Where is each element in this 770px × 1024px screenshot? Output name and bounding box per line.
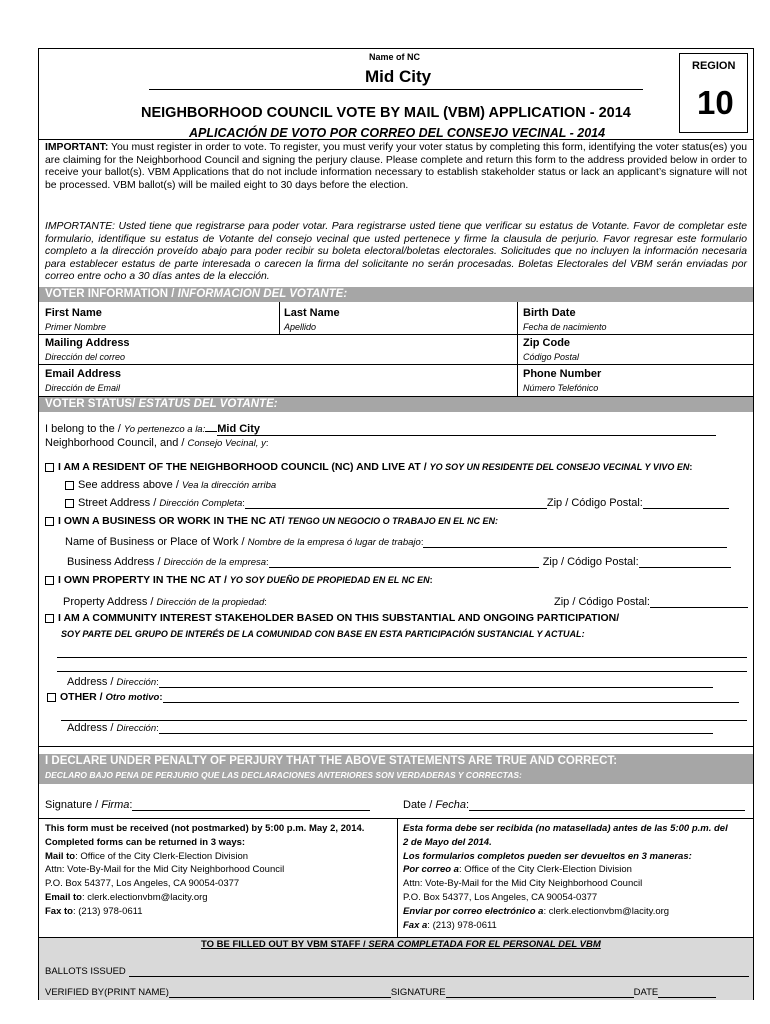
resident-row: I AM A RESIDENT OF THE NEIGHBORHOOD COUNCIL (NC) AND LIVE AT / YO SOY UN RESIDENTE DEL CONSEJO VECINAL Y VIVO EN:	[45, 461, 692, 473]
belong-row	[45, 421, 716, 436]
en-po: P.O. Box 54377, Los Angeles, CA 90054-0377	[45, 878, 240, 890]
street-zip-label: Zip / Código Postal:	[546, 497, 643, 509]
en-fax-label: Fax to	[45, 905, 73, 917]
date-row: Date / Fecha:	[403, 799, 745, 811]
important-text-es: IMPORTANTE: Usted tiene que registrarse para poder votar. Para registrarse usted tiene que verificar su estatus de Votante. Favor de completar este formulario, identifique su estatus de Votante del consejo vecinal que usted pertenece y firme la clausula de perjurio. Favor regresar este formulario completo a la dirección proveído abajo para poder recibir su boleta electoral/boletas electorales. Solicitudes que no incluyen la información necesaria para establecer estatus de parte interesada o carecen la firma del solicitante no serán procesadas. Boletas Electorales del VBM serán enviadas por correo entre ocho a 30 días antes de la elección.	[45, 221, 747, 282]
birth-date-label-es: Fecha de nacimiento	[523, 322, 607, 332]
voter-status-band-en: VOTER STATUS/	[45, 398, 139, 410]
es-email	[403, 905, 728, 919]
business-zip-line[interactable]	[639, 556, 731, 568]
es-fax-label: Fax a	[403, 919, 428, 931]
en-deadline: This form must be received (not postmarked) by 5:00 p.m. May 2, 2014.	[45, 823, 365, 834]
es-fax	[403, 919, 728, 933]
nc-name-underline	[149, 89, 643, 90]
other-line-2[interactable]	[61, 720, 747, 721]
es-po: P.O. Box 54377, Los Angeles, CA 90054-0377	[403, 891, 598, 903]
community-address-row: Address / Dirección:	[67, 676, 713, 688]
signature-line[interactable]	[132, 799, 370, 811]
en-mail-label: Mail to	[45, 850, 76, 862]
en-fax	[45, 905, 364, 919]
business-zip-label: Zip / Código Postal:	[542, 556, 639, 568]
divider	[39, 364, 753, 365]
resident-checkbox[interactable]	[45, 463, 54, 472]
verified-by-label: VERIFIED BY(PRINT NAME)	[45, 987, 169, 998]
business-address-label: Business Address /	[67, 556, 164, 568]
email-address-label: Email Address	[45, 368, 122, 380]
en-email-value[interactable]: : clerk.electionvbm@lacity.org	[81, 891, 208, 903]
business-address-label-es: Dirección de la empresa	[163, 557, 267, 568]
phone-number-label: Phone Number	[523, 368, 602, 380]
business-address-line[interactable]	[269, 556, 539, 568]
street-label: Street Address /	[78, 497, 160, 509]
community-address-label: Address /	[67, 676, 117, 688]
community-label: I AM A COMMUNITY INTEREST STAKEHOLDER BASED ON THIS SUBSTANTIAL AND ONGOING PARTICIPATION/	[58, 612, 620, 624]
en-mail-value: : Office of the City Clerk-Election Division	[75, 850, 249, 862]
en-attn: Attn: Vote-By-Mail for the Mid City Neighborhood Council	[45, 864, 285, 876]
property-label: I OWN PROPERTY IN THE NC AT /	[58, 574, 230, 586]
see-above-label: See address above /	[78, 479, 182, 491]
property-zip	[554, 596, 748, 608]
en-ways: Completed forms can be returned in 3 ways:	[45, 836, 246, 848]
resident-label: I AM A RESIDENT OF THE NEIGHBORHOOD COUNCIL (NC) AND LIVE AT /	[58, 461, 430, 473]
belong-value: Mid City	[217, 423, 261, 435]
community-address-label-es: Dirección	[116, 677, 157, 688]
region-label: REGION	[692, 60, 736, 72]
form-title-es: APLICACIÓN DE VOTO POR CORREO DEL CONSEJO VECINAL - 2014	[189, 126, 606, 140]
date-label-es: Fecha	[435, 799, 466, 811]
other-address-row: Address / Dirección:	[67, 722, 713, 734]
resident-label-es: YO SOY UN RESIDENTE DEL CONSEJO VECINAL Y VIVO EN	[429, 462, 690, 472]
form-title: NEIGHBORHOOD COUNCIL VOTE BY MAIL (VBM) APPLICATION - 2014	[141, 105, 631, 121]
es-mail	[403, 863, 728, 877]
business-row	[45, 515, 498, 527]
es-deadline-1: Esta forma debe ser recibida (no matasellada) antes de las 5:00 p.m. del	[403, 823, 728, 834]
return-info-en	[45, 822, 364, 919]
voter-info-band-en: VOTER INFORMATION /	[45, 288, 178, 300]
community-line-2[interactable]	[57, 671, 747, 672]
first-name-label: First Name	[45, 307, 102, 319]
nc-and-row: Neighborhood Council, and / Consejo Vecinal, y:	[45, 437, 269, 449]
nc-name: Mid City	[365, 67, 432, 86]
en-email	[45, 891, 364, 905]
property-zip-label: Zip / Código Postal:	[554, 596, 650, 608]
other-address-line[interactable]	[159, 722, 713, 734]
business-name-label-es: Nombre de la empresa ó lugar de trabajo	[247, 537, 421, 548]
es-attn: Attn: Vote-By-Mail for the Mid City Neighborhood Council	[403, 878, 643, 890]
declare-text: I DECLARE UNDER PENALTY OF PERJURY THAT THE ABOVE STATEMENTS ARE TRUE AND CORRECT:	[45, 755, 618, 767]
date-label: Date /	[403, 799, 436, 811]
see-above-row	[65, 479, 276, 491]
staff-title-es: SERA COMPLETADA FOR EL PERSONAL DEL VBM	[368, 939, 601, 950]
voter-status-band-es: ESTATUS DEL VOTANTE:	[138, 398, 278, 410]
property-label-es: YO SOY DUEÑO DE PROPIEDAD EN EL NC EN	[229, 575, 430, 585]
divider	[39, 334, 753, 335]
community-address-line[interactable]	[159, 676, 713, 688]
staff-signature-line[interactable]	[446, 986, 634, 998]
es-fax-value: : (213) 978-0611	[427, 919, 497, 931]
region-number: 10	[697, 84, 734, 121]
community-line-1[interactable]	[57, 657, 747, 658]
belong-label: I belong to the /	[45, 423, 124, 435]
divider	[279, 302, 280, 334]
property-address-label-es: Dirección de la propiedad	[156, 597, 265, 608]
voter-status-band	[39, 397, 753, 412]
en-email-label: Email to	[45, 891, 82, 903]
important-label: IMPORTANT:	[45, 142, 109, 153]
last-name-label: Last Name	[284, 307, 340, 319]
signature-label: Signature /	[45, 799, 102, 811]
business-address-row: Business Address / Dirección de la empresa: Zip / Código Postal:	[67, 556, 731, 568]
community-label-es: SOY PARTE DEL GRUPO DE INTERÉS DE LA COMUNIDAD CON BASE EN ESTA PARTICIPACIÓN SUSTANCIAL Y ACTUAL	[61, 629, 582, 639]
ballots-issued-line[interactable]	[129, 965, 749, 977]
divider	[39, 746, 753, 747]
divider	[39, 139, 753, 140]
business-label: I OWN A BUSINESS OR WORK IN THE NC AT/	[58, 515, 288, 527]
es-email-label: Enviar por correo electrónico a	[403, 905, 544, 917]
other-address-label: Address /	[67, 722, 117, 734]
staff-signature-label: SIGNATURE	[390, 987, 446, 998]
date-line[interactable]	[469, 799, 745, 811]
last-name-label-es: Apellido	[284, 322, 317, 332]
staff-section	[39, 937, 753, 1000]
business-label-es: TENGO UN NEGOCIO O TRABAJO EN EL NC EN:	[287, 516, 498, 526]
nc-and-label-es: Consejo Vecinal, y	[187, 438, 266, 449]
ballots-issued-row	[45, 965, 749, 977]
belong-label-es: Yo pertenezco a la:	[123, 424, 206, 435]
first-name-label-es: Primer Nombre	[45, 322, 107, 332]
property-checkbox[interactable]	[45, 576, 54, 585]
nc-and-label: Neighborhood Council, and /	[45, 437, 188, 449]
es-ways: Los formularios completos pueden ser devueltos en 3 maneras:	[403, 850, 692, 862]
signature-row: Signature / Firma:	[45, 799, 370, 811]
other-address-label-es: Dirección	[116, 723, 157, 734]
business-name-line[interactable]	[423, 536, 727, 548]
business-checkbox[interactable]	[45, 517, 54, 526]
staff-title	[201, 939, 601, 950]
return-info-es	[403, 822, 728, 932]
verified-by-row	[45, 986, 716, 998]
belong-line[interactable]	[260, 424, 716, 436]
staff-date-line[interactable]	[658, 986, 716, 998]
property-address-label: Property Address /	[63, 596, 157, 608]
see-above-checkbox[interactable]	[65, 481, 74, 490]
business-name-label: Name of Business or Place of Work /	[65, 536, 248, 548]
en-mail	[45, 850, 364, 864]
divider	[39, 818, 753, 819]
street-line[interactable]	[245, 497, 547, 509]
street-row: Street Address / Dirección Completa: Zip / Código Postal:	[65, 497, 729, 509]
divider	[397, 818, 398, 937]
street-zip-line[interactable]	[643, 497, 729, 509]
es-mail-value: : Office of the City Clerk-Election Division	[458, 864, 632, 876]
voter-information-band	[39, 287, 753, 302]
voter-info-band-es: INFORMACION DEL VOTANTE:	[177, 288, 348, 300]
other-row: OTHER / Otro motivo:	[47, 691, 739, 703]
email-address-label-es: Dirección de Email	[45, 383, 121, 393]
property-zip-line[interactable]	[650, 596, 748, 608]
important-text	[45, 142, 747, 192]
region-box	[679, 53, 748, 133]
vbm-application-form	[38, 48, 754, 1000]
en-fax-value: : (213) 978-0611	[72, 905, 143, 917]
es-email-value[interactable]: : clerk.electionvbm@lacity.org	[543, 905, 670, 917]
other-line[interactable]	[163, 691, 739, 703]
property-row: I OWN PROPERTY IN THE NC AT / YO SOY DUEÑO DE PROPIEDAD EN EL NC EN:	[45, 574, 433, 586]
mailing-address-label-es: Dirección del correo	[45, 352, 126, 362]
business-name-row: Name of Business or Place of Work / Nombre de la empresa ó lugar de trabajo:	[65, 536, 727, 548]
street-checkbox[interactable]	[65, 499, 74, 508]
staff-title-en: TO BE FILLED OUT BY VBM STAFF /	[201, 939, 369, 950]
community-row-es: SOY PARTE DEL GRUPO DE INTERÉS DE LA COMUNIDAD CON BASE EN ESTA PARTICIPACIÓN SUSTANCIAL Y ACTUAL:	[61, 629, 585, 639]
zip-code-label-es: Código Postal	[523, 352, 580, 362]
other-label: OTHER /	[60, 691, 106, 703]
community-row	[45, 612, 619, 624]
staff-date-label: DATE	[633, 987, 659, 998]
declare-text-es: DECLARO BAJO PENA DE PERJURIO QUE LAS DECLARACIONES ANTERIORES SON VERDADERAS Y CORRECTAS:	[45, 770, 522, 780]
other-label-es: Otro motivo	[105, 692, 160, 703]
verified-by-line[interactable]	[169, 986, 391, 998]
property-address-row: Property Address / Dirección de la propiedad:	[63, 596, 267, 608]
community-checkbox[interactable]	[45, 614, 54, 623]
es-deadline-2: 2 de Mayo del 2014.	[403, 836, 492, 848]
name-of-nc-label: Name of NC	[369, 52, 421, 62]
street-label-es: Dirección Completa	[159, 498, 243, 509]
other-checkbox[interactable]	[47, 693, 56, 702]
ballots-issued-label: BALLOTS ISSUED	[45, 966, 126, 977]
birth-date-label: Birth Date	[523, 307, 576, 319]
phone-number-label-es: Número Telefónico	[523, 383, 599, 393]
es-mail-label: Por correo a	[403, 864, 459, 876]
mailing-address-label: Mailing Address	[45, 337, 130, 349]
signature-label-es: Firma	[101, 799, 130, 811]
belong-line-lead	[205, 421, 217, 432]
declare-band	[39, 754, 753, 784]
important-body: You must register in order to vote. To register, you must verify your voter status by completing this form, identifying the voter status(es) you are claiming for the Neighborhood Council and signing the perjury clause. Please complete and return this form to the address provided below in order to receive your ballot(s). VBM Applications that do not include information necessary to establish stakeholder status or lack an applicant’s signature will not be processed. VBM ballot(s) will be mailed eight to 30 days before the election.	[45, 142, 747, 191]
zip-code-label: Zip Code	[523, 337, 571, 349]
see-above-label-es: Vea la dirección arriba	[181, 480, 277, 491]
divider	[517, 302, 518, 396]
